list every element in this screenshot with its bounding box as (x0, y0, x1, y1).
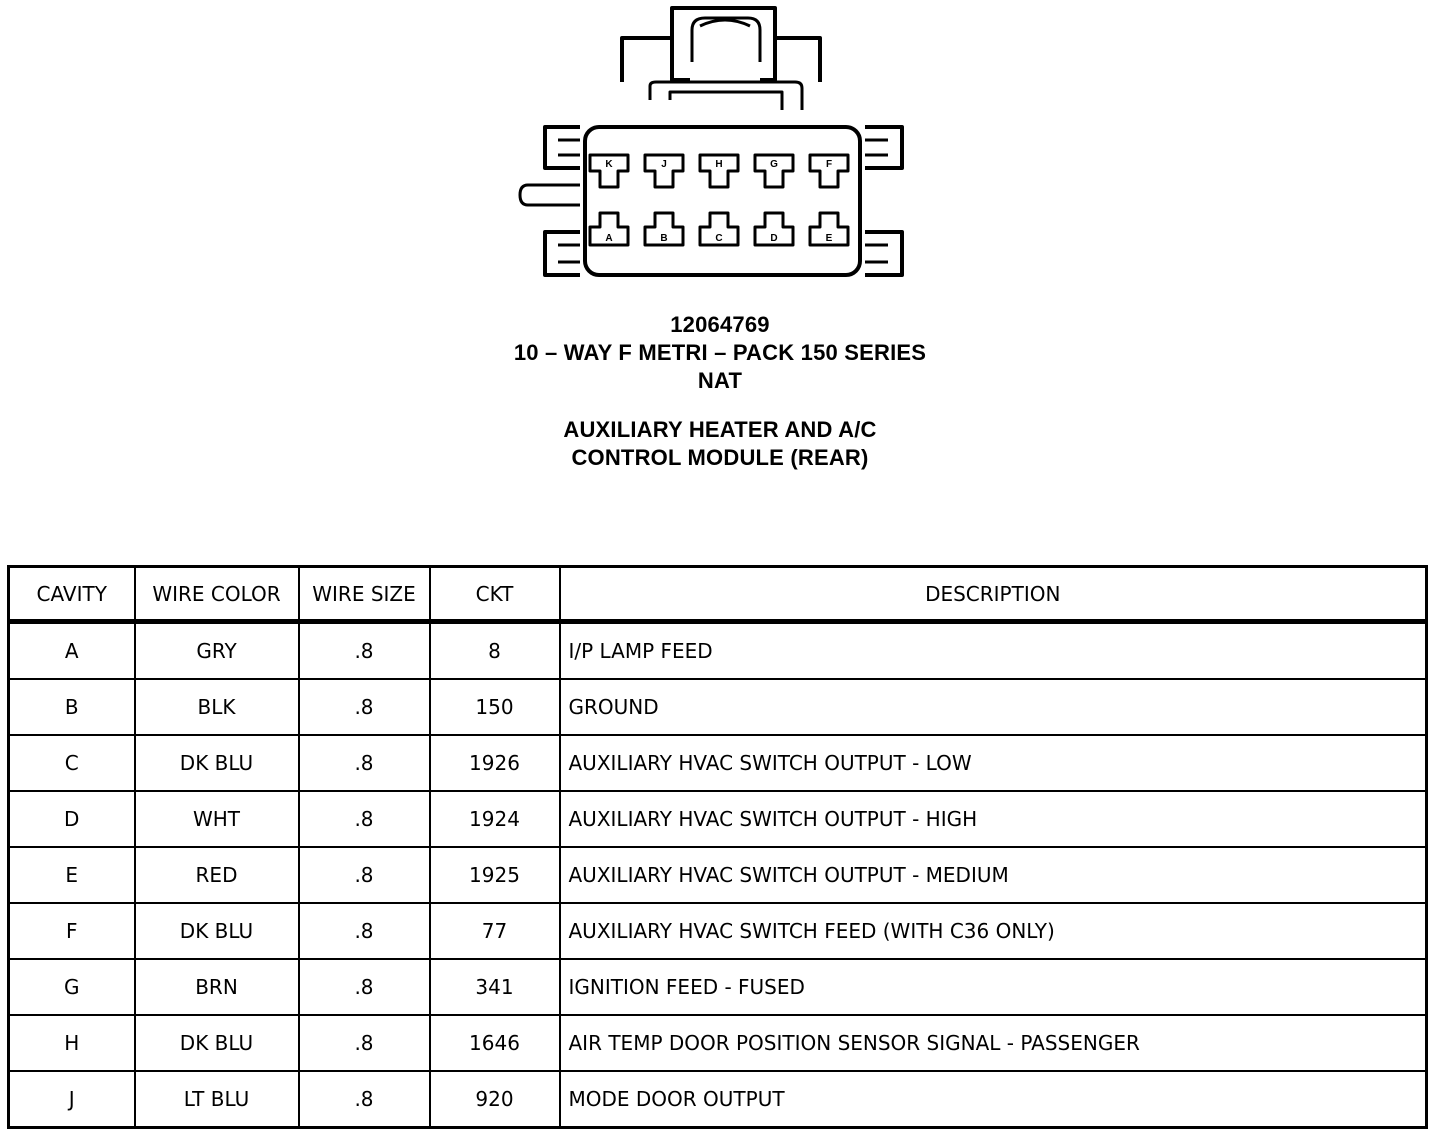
cell-ckt: 77 (430, 903, 560, 959)
cell-wire-size: .8 (299, 847, 430, 903)
cavity-label: K (605, 159, 613, 170)
cell-cavity: B (9, 679, 135, 735)
cell-cavity: F (9, 903, 135, 959)
component-name-line1: AUXILIARY HEATER AND A/C (563, 417, 877, 442)
cell-ckt: 8 (430, 622, 560, 680)
connector-part-info (0, 311, 1440, 395)
cavity-b (645, 213, 683, 245)
cell-cavity: H (9, 1015, 135, 1071)
table-row (9, 1015, 1427, 1071)
cell-ckt: 1646 (430, 1015, 560, 1071)
component-name-line2: CONTROL MODULE (REAR) (571, 445, 869, 470)
cell-description: AUXILIARY HVAC SWITCH FEED (WITH C36 ONLY) (560, 903, 1427, 959)
cell-cavity: J (9, 1071, 135, 1128)
cavity-g (755, 155, 793, 187)
component-name (0, 416, 1440, 472)
cell-wire-color: LT BLU (135, 1071, 299, 1128)
cell-cavity: A (9, 622, 135, 680)
cavity-label: J (661, 159, 667, 170)
cavity-h (700, 155, 738, 187)
cavity-label: C (715, 233, 723, 244)
cell-description: MODE DOOR OUTPUT (560, 1071, 1427, 1128)
table-header-row (9, 567, 1427, 622)
cavity-k (590, 155, 628, 187)
cell-ckt: 1924 (430, 791, 560, 847)
cell-wire-color: BLK (135, 679, 299, 735)
cell-cavity: G (9, 959, 135, 1015)
cell-ckt: 150 (430, 679, 560, 735)
connector-face-diagram (510, 0, 910, 290)
header-ckt: CKT (430, 567, 560, 622)
cell-wire-color: WHT (135, 791, 299, 847)
cell-cavity: E (9, 847, 135, 903)
cell-ckt: 341 (430, 959, 560, 1015)
pinout-table (7, 565, 1428, 1129)
table-row (9, 622, 1427, 680)
cavity-a (590, 213, 628, 245)
cell-wire-color: DK BLU (135, 1015, 299, 1071)
header-wire-size: WIRE SIZE (299, 567, 430, 622)
cell-wire-color: BRN (135, 959, 299, 1015)
cavity-label: G (770, 159, 778, 170)
table-row (9, 791, 1427, 847)
cavity-label: F (825, 159, 833, 170)
cell-description: AUXILIARY HVAC SWITCH OUTPUT - LOW (560, 735, 1427, 791)
header-cavity: CAVITY (9, 567, 135, 622)
cell-wire-color: GRY (135, 622, 299, 680)
connector-body (585, 127, 860, 275)
cell-description: AUXILIARY HVAC SWITCH OUTPUT - HIGH (560, 791, 1427, 847)
cell-wire-size: .8 (299, 1015, 430, 1071)
cell-wire-color: DK BLU (135, 903, 299, 959)
cell-cavity: D (9, 791, 135, 847)
table-row (9, 679, 1427, 735)
cell-ckt: 1925 (430, 847, 560, 903)
cell-wire-color: RED (135, 847, 299, 903)
cell-wire-size: .8 (299, 959, 430, 1015)
table-row (9, 959, 1427, 1015)
table-row (9, 847, 1427, 903)
table-row (9, 903, 1427, 959)
cell-wire-size: .8 (299, 735, 430, 791)
cell-wire-color: DK BLU (135, 735, 299, 791)
cavity-e (810, 213, 848, 245)
side-tab (520, 185, 580, 205)
part-number: 12064769 (670, 312, 770, 337)
cell-wire-size: .8 (299, 622, 430, 680)
cell-description: AIR TEMP DOOR POSITION SENSOR SIGNAL - PASSENGER (560, 1015, 1427, 1071)
table-row (9, 735, 1427, 791)
cavity-label: H (715, 159, 723, 170)
connector-color: NAT (697, 368, 743, 393)
header-wire-color: WIRE COLOR (135, 567, 299, 622)
cavity-label: E (825, 233, 833, 244)
cell-description: IGNITION FEED - FUSED (560, 959, 1427, 1015)
housing-frame (545, 127, 902, 275)
cavity-d (755, 213, 793, 245)
cavity-label: B (660, 233, 668, 244)
cell-wire-size: .8 (299, 903, 430, 959)
cavity-label: A (605, 233, 613, 244)
cell-description: GROUND (560, 679, 1427, 735)
cell-ckt: 1926 (430, 735, 560, 791)
table-row (9, 1071, 1427, 1128)
cell-ckt: 920 (430, 1071, 560, 1128)
cavity-f (810, 155, 848, 187)
header-description: DESCRIPTION (560, 567, 1427, 622)
connector-type: 10 – WAY F METRI – PACK 150 SERIES (513, 340, 927, 365)
cell-wire-size: .8 (299, 791, 430, 847)
cavity-label: D (770, 233, 778, 244)
cavity-c (700, 213, 738, 245)
cell-description: I/P LAMP FEED (560, 622, 1427, 680)
cavity-j (645, 155, 683, 187)
cell-cavity: C (9, 735, 135, 791)
cell-wire-size: .8 (299, 1071, 430, 1128)
cell-wire-size: .8 (299, 679, 430, 735)
cell-description: AUXILIARY HVAC SWITCH OUTPUT - MEDIUM (560, 847, 1427, 903)
